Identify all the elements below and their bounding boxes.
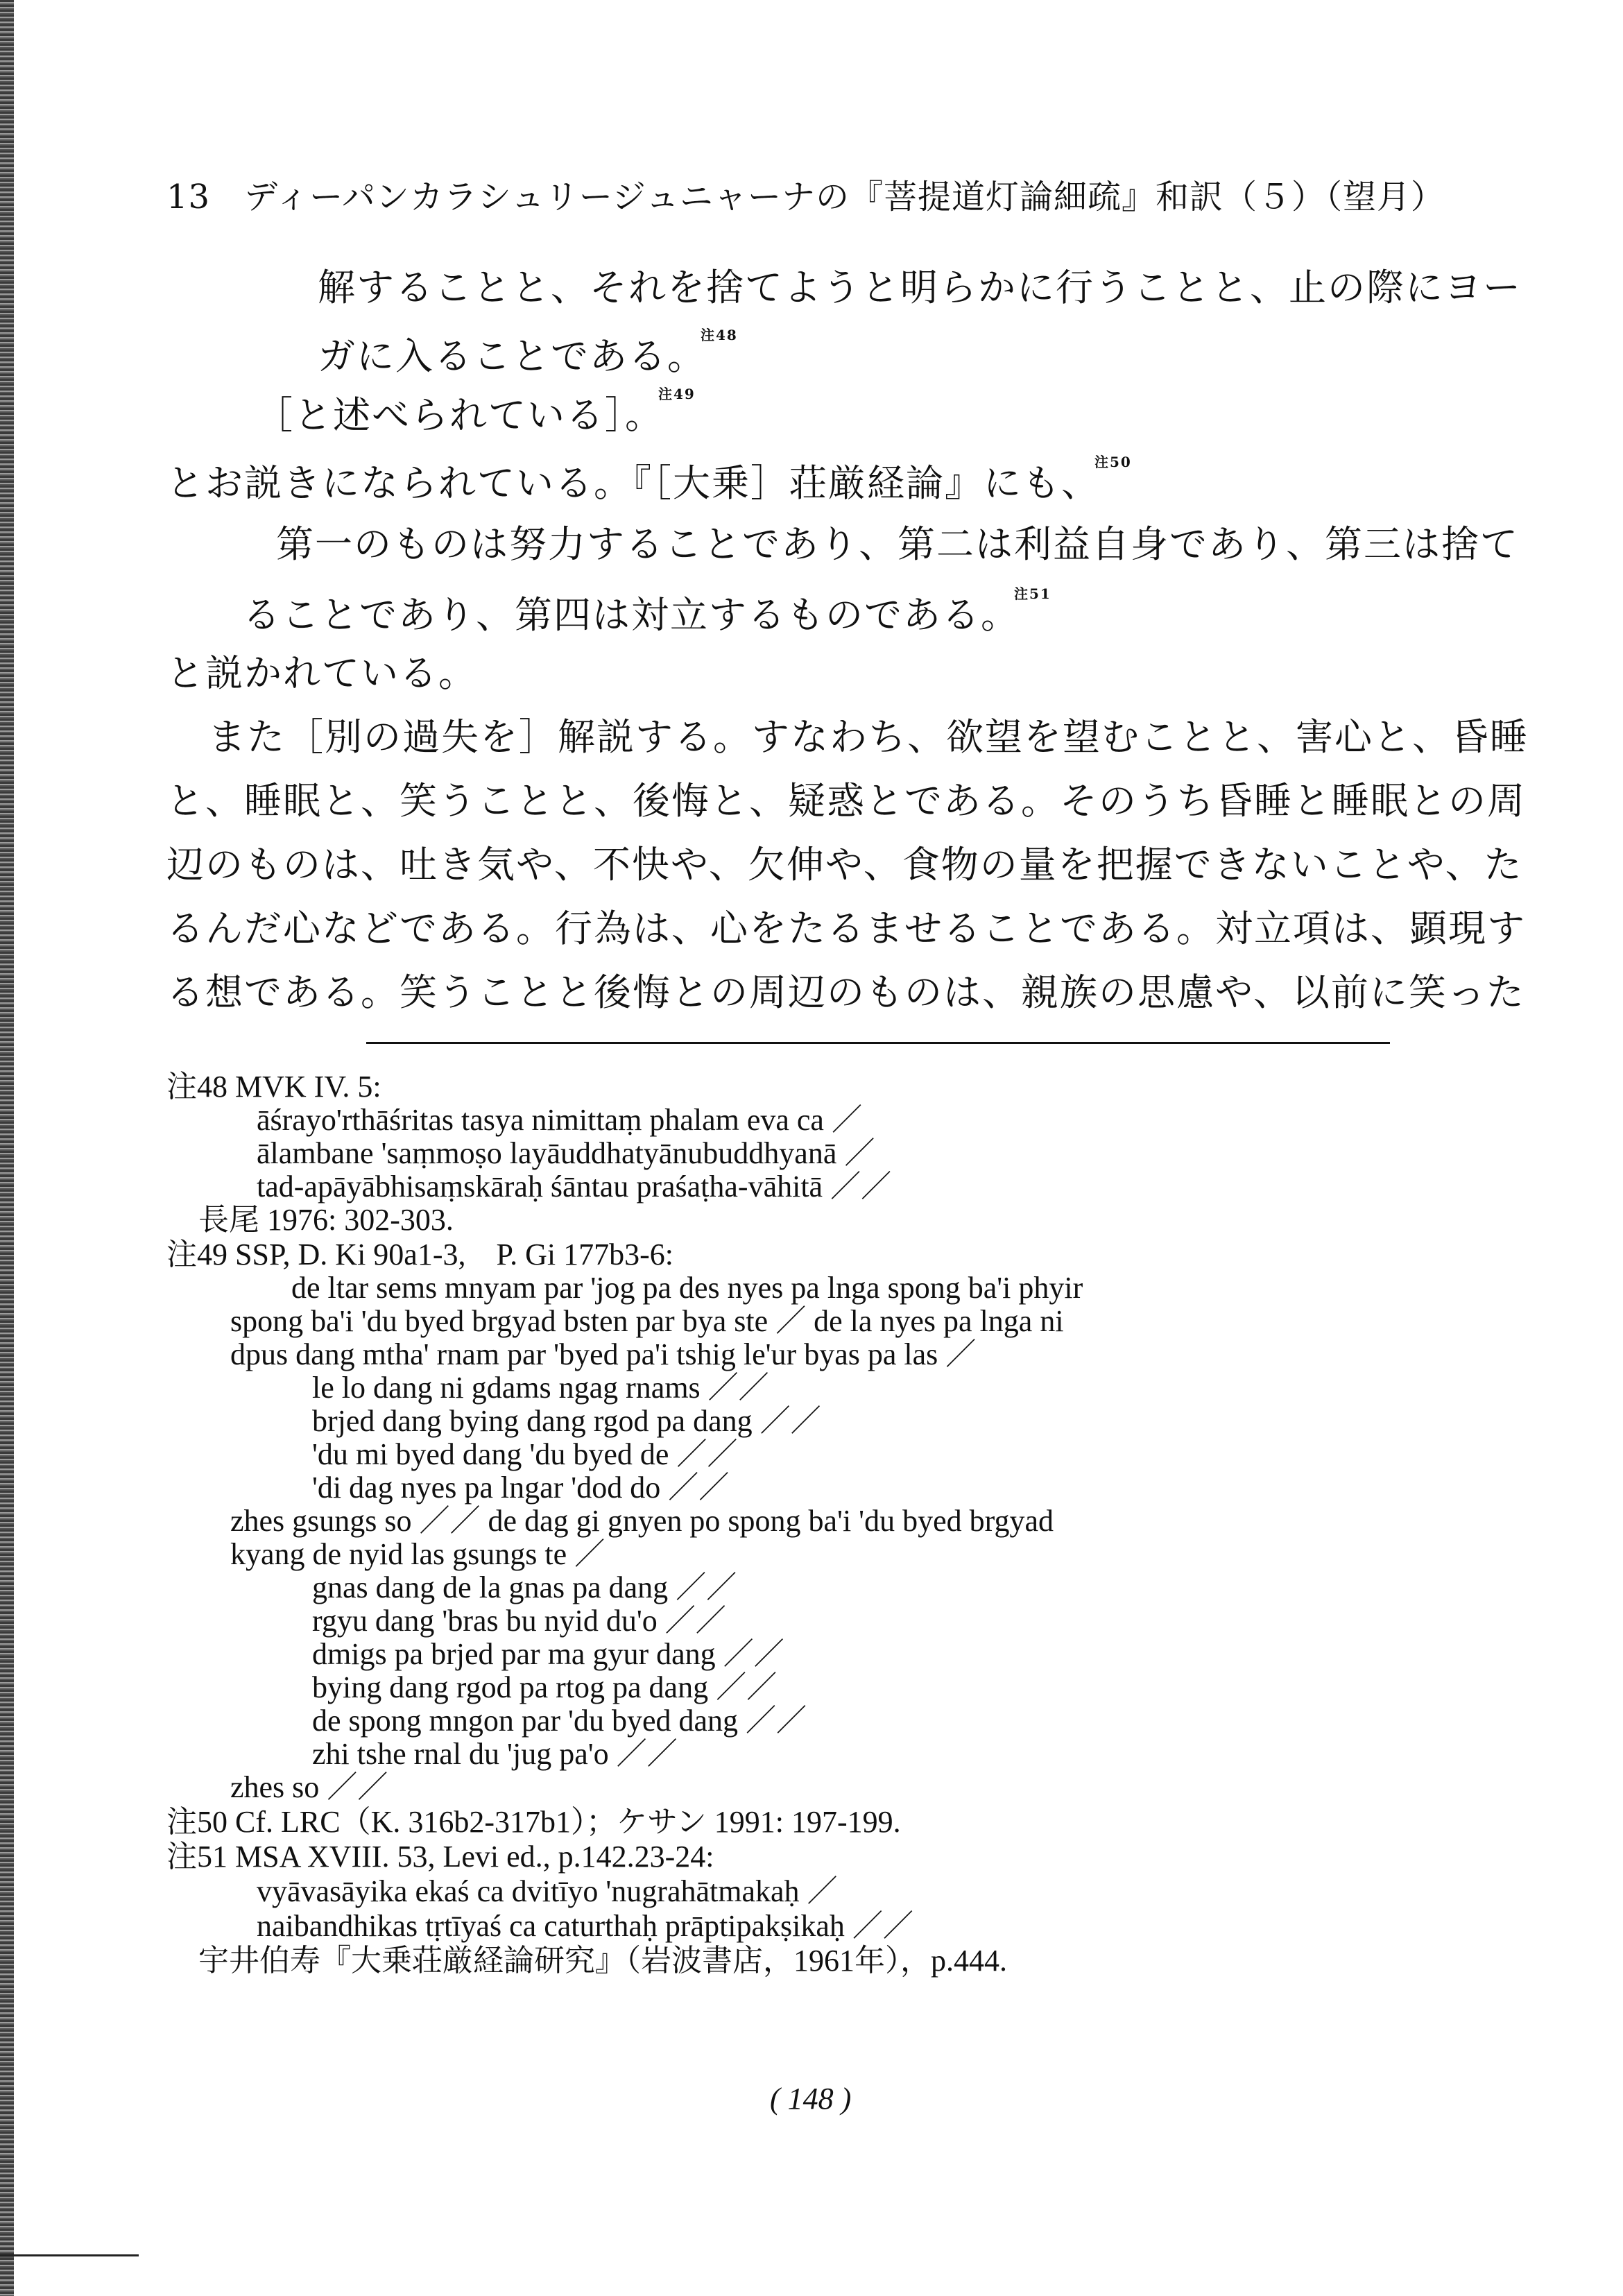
footnote-line: 注48 MVK IV. 5: <box>166 1070 381 1104</box>
footnote-line: zhi tshe rnal du 'jug pa'o ／／ <box>312 1737 678 1771</box>
footnote-line: 長尾 1976: 302-303. <box>198 1203 454 1237</box>
footnote-line: 'du mi byed dang 'du byed de ／／ <box>312 1437 738 1471</box>
footnote-line: zhes so ／／ <box>230 1770 388 1804</box>
running-header: 13 ディーパンカラシュリージュニャーナの『菩提道灯論細疏』和訳（５）（望月） <box>166 178 1445 216</box>
body-line: また［別の過失を］解説する。すなわち、欲望を望むことと、害心と、昏睡 <box>208 715 1529 759</box>
footnote-line: 注51 MSA XVIII. 53, Levi ed., p.142.23-24: <box>166 1840 714 1874</box>
footnote-line: brjed dang bying dang rgod pa dang ／／ <box>312 1404 821 1438</box>
body-line: 第一のものは努力することであり、第二は利益自身であり、第三は捨て <box>276 522 1519 566</box>
footnote-line: 宇井伯寿『大乗荘厳経論研究』（岩波書店，1961年），p.444. <box>198 1944 1007 1978</box>
footnote-line: rgyu dang 'bras bu nyid du'o ／／ <box>312 1604 726 1638</box>
footnote-line: vyāvasāyika ekaś ca dvitīyo 'nugrahātmakaḥ ／ <box>257 1874 838 1908</box>
scan-mark <box>0 2254 139 2256</box>
body-line: と、睡眠と、笑うことと、後悔と、疑惑とである。そのうち昏睡と睡眠との周 <box>166 779 1526 823</box>
scan-edge <box>0 0 14 2296</box>
footnote-line: dpus dang mtha' rnam par 'byed pa'i tshig le'ur byas pa las ／ <box>230 1337 977 1371</box>
page-number: ( 148 ) <box>770 2082 852 2116</box>
footnote-line: ālambane 'saṃmoṣo layāuddhatyānubuddhyanā ／ <box>257 1136 875 1170</box>
footnote-line: dmigs pa brjed par ma gyur dang ／／ <box>312 1637 784 1671</box>
footnote-line: bying dang rgod pa rtog pa dang ／／ <box>312 1670 778 1704</box>
body-line: 辺のものは、吐き気や、不快や、欠伸や、食物の量を把握できないことや、た <box>166 843 1523 886</box>
body-line: る想である。笑うことと後悔との周辺のものは、親族の思慮や、以前に笑った <box>166 970 1525 1014</box>
footnote-line: tad-apāyābhisaṃskāraḥ śāntau praśaṭha-vāhitā ／／ <box>257 1170 892 1203</box>
body-line: ガに入ることである。$^{注48}$ <box>318 327 738 378</box>
footnote-line: zhes gsungs so ／／ de dag gi gnyen po spong ba'i 'du byed brgyad <box>230 1504 1054 1538</box>
footnote-line: de ltar sems mnyam par 'jog pa des nyes pa lnga spong ba'i phyir <box>291 1271 1083 1305</box>
body-line: とお説きになられている。『［大乗］荘厳経論』にも、$^{注50}$ <box>166 454 1132 505</box>
body-line: と説かれている。 <box>166 651 477 695</box>
footnote-line: 注49 SSP, D. Ki 90a1-3, P. Gi 177b3-6: <box>166 1237 673 1271</box>
footnote-line: le lo dang ni gdams ngag rnams ／／ <box>312 1371 769 1405</box>
footnote-line: 注50 Cf. LRC（K. 316b2-317b1）；ケサン 1991: 197-199. <box>166 1805 901 1839</box>
footnote-line: āśrayo'rthāśritas tasya nimittaṃ phalam eva ca ／ <box>257 1103 862 1137</box>
footnote-line: gnas dang de la gnas pa dang ／／ <box>312 1570 737 1604</box>
body-line: るんだ心などである。行為は、心をたるませることである。対立項は、顕現す <box>166 907 1526 950</box>
footnote-line: 'di dag nyes pa lngar 'dod do ／／ <box>312 1471 730 1505</box>
body-line: ることであり、第四は対立するものである。$^{注51}$ <box>243 585 1051 637</box>
footnote-line: de spong mngon par 'du byed dang ／／ <box>312 1704 807 1738</box>
footnote-line: spong ba'i 'du byed brgyad bsten par bya ste ／ de la nyes pa lnga ni <box>230 1304 1064 1338</box>
footnote-line: kyang de nyid las gsungs te ／ <box>230 1537 606 1571</box>
body-line: ［と述べられている］。$^{注49}$ <box>255 386 696 437</box>
footnote-line: naibandhikas tṛtīyaś ca caturthaḥ prāptipakṣikaḥ ／／ <box>257 1909 913 1943</box>
footnote-rule <box>366 1042 1390 1044</box>
body-line: 解することと、それを捨てようと明らかに行うことと、止の際にヨー <box>318 266 1522 309</box>
